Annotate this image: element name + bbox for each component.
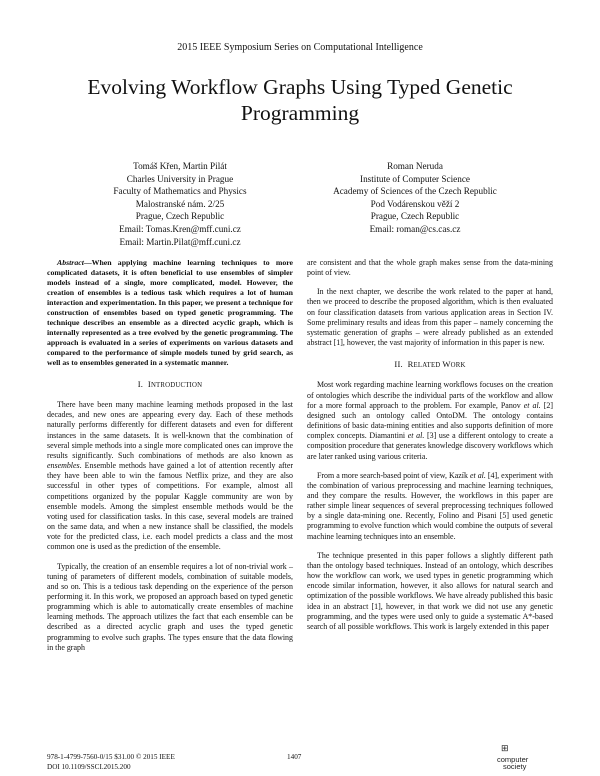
author-address: Pod Vodárenskou věží 2 <box>370 198 460 209</box>
paper-title <box>40 74 560 126</box>
footer-ids <box>47 753 175 772</box>
title-line: Evolving Workflow Graphs Using Typed Genetic <box>87 75 513 99</box>
author-address: Malostranské nám. 2/25 <box>135 198 225 209</box>
section-heading-introduction: I. INTRODUCTION <box>137 379 203 389</box>
page-number: 1407 <box>287 753 302 761</box>
author-email: Email: Tomas.Kren@mff.cuni.cz <box>119 223 241 234</box>
author-affiliation: Academy of Sciences of the Czech Republic <box>333 186 497 197</box>
paragraph: From a more search-based point of view, Kazík et al. [4], experiment with the combination of various preprocessing and machine learning techniques, and they compare the results. However, the workflows in this paper are rather simple linear sequences of several preprocessing techniques followed by a single data-mining one. Recently, Folino and Pisani [5] used genetic programming to evolve function which would combine the outputs of several machine learning techniques into an ensemble. <box>307 470 554 541</box>
abstract <box>47 258 293 368</box>
computer-society-logo: ⊞ computer society <box>497 743 529 771</box>
paragraph: There have been many machine learning methods proposed in the last decades, and new ones are appearing every day. Each of these methods naturally performs differently for different datasets and even for different instances in the same datasets. It is well-known that the combination of several simple methods into a single more complicated ones can improve the results significantly. Such combinations of methods are also known as ensembles. Ensemble methods have gained a lot of attention recently after they have been able to win the famous Netflix prize, and they are also successful in other types of competitions. For example, almost all competitions organized by the popular Kaggle community are won by ensemble models. Among the simplest ensemble methods would be the voting used for classification tasks. In this case, several models are trained on the same data, and when a new instance shall be classified, the models vote for the predicted class, i.e. each model predicts a class and the most common one is used as the prediction of the ensemble. <box>47 400 293 552</box>
author-affiliation: Institute of Computer Science <box>360 173 470 184</box>
paragraph: are consistent and that the whole graph makes sense from the data-mining point of view. <box>307 258 553 278</box>
author-address: Prague, Czech Republic <box>135 211 225 222</box>
author-affiliation: Faculty of Mathematics and Physics <box>113 186 247 197</box>
title-line: Programming <box>240 101 360 125</box>
author-block-left <box>85 160 275 248</box>
author-email: Email: roman@cs.cas.cz <box>369 223 461 234</box>
venue-header: 2015 IEEE Symposium Series on Computational Intelligence <box>177 42 423 53</box>
left-column <box>47 258 293 653</box>
author-address: Prague, Czech Republic <box>370 211 460 222</box>
ieee-mark-icon: ⊞ <box>501 743 509 753</box>
author-email: Email: Martin.Pilat@mff.cuni.cz <box>119 236 241 247</box>
paragraph: Most work regarding machine learning workflows focuses on the creation of ontologies which describe the individual parts of the workflow and allow for a more formal approach to the problem. For example, Panov et al. [2] designed such an ontology called OntoDM. The ontology contains definitions of basic data-mining entities and also supports definition of more complex concepts. Diamantini et al. [3] use a different ontology to create a composition procedure that generates knowledge discovery workflows which are later ranked using various criteria. <box>307 380 553 461</box>
footer-isbn: 978-1-4799-7560-0/15 $31.00 © 2015 IEEE <box>47 753 175 761</box>
paragraph: The technique presented in this paper follows a slightly different path than the ontology based techniques. Instead of an ontology, which describes how the workflow can work, we used types in genetic programming which encode similar information, however, it also allows for natural search and optimization of the possible workflows. We have already published this basic idea in an abstract [1], however, in that work we did not use any genetic programming, and the types were used only to guide a systematic A*-based search of all possible workflows. This work is largely extended in this paper <box>307 550 553 631</box>
abstract-lead: Abstract <box>57 258 84 267</box>
author-names: Tomáš Křen, Martin Pilát <box>133 161 227 171</box>
paragraph: In the next chapter, we describe the work related to the paper at hand, then we proceed to describe the proposed algorithm, which is then evaluated on four classification datasets from various application areas in Section IV. Some preliminary results and ideas from this paper – namely concerning the systematic generation of graphs – were already published as an extended abstract [1], however, the vast majority of information in this paper is new. <box>307 287 553 348</box>
author-names: Roman Neruda <box>387 161 443 171</box>
author-affiliation: Charles University in Prague <box>126 173 234 184</box>
right-column <box>307 258 553 632</box>
author-block-right <box>320 160 510 236</box>
footer-doi: DOI 10.1109/SSCI.2015.200 <box>47 762 131 771</box>
paragraph: Typically, the creation of an ensemble requires a lot of non-trivial work – tuning of parameters of different models, combination of suitable models, and so on. This is a tedious task depending on the experience of the person performing it. In this work, we proposed an approach based on typed genetic programming which is able to automatically create ensembles of machine learning methods. The approach utilizes the fact that each ensemble can be described as a directed acyclic graph and uses the typed genetic programming to evolve such graphs. The types ensure that the data flowing in the graph <box>47 561 293 652</box>
abstract-text: —When applying machine learning techniques to more complicated datasets, it is often beneficial to use ensembles of simpler models instead of a single, more complicated, model. However, the creation of ensembles is a tedious task which requires a lot of human interaction and experimentation. In this paper, we present a technique for construction of ensembles based on typed genetic programming. The technique describes an ensemble as a directed acyclic graph, which is internally represented as a tree evolved by the genetic programming. The approach is evaluated in a series of experiments on various datasets and compared to the performance of simple models tuned by grid search, as well as to ensembles generated in a systematic manner. <box>47 258 293 367</box>
section-heading-related-work: II. RELATED WORK <box>394 359 466 370</box>
